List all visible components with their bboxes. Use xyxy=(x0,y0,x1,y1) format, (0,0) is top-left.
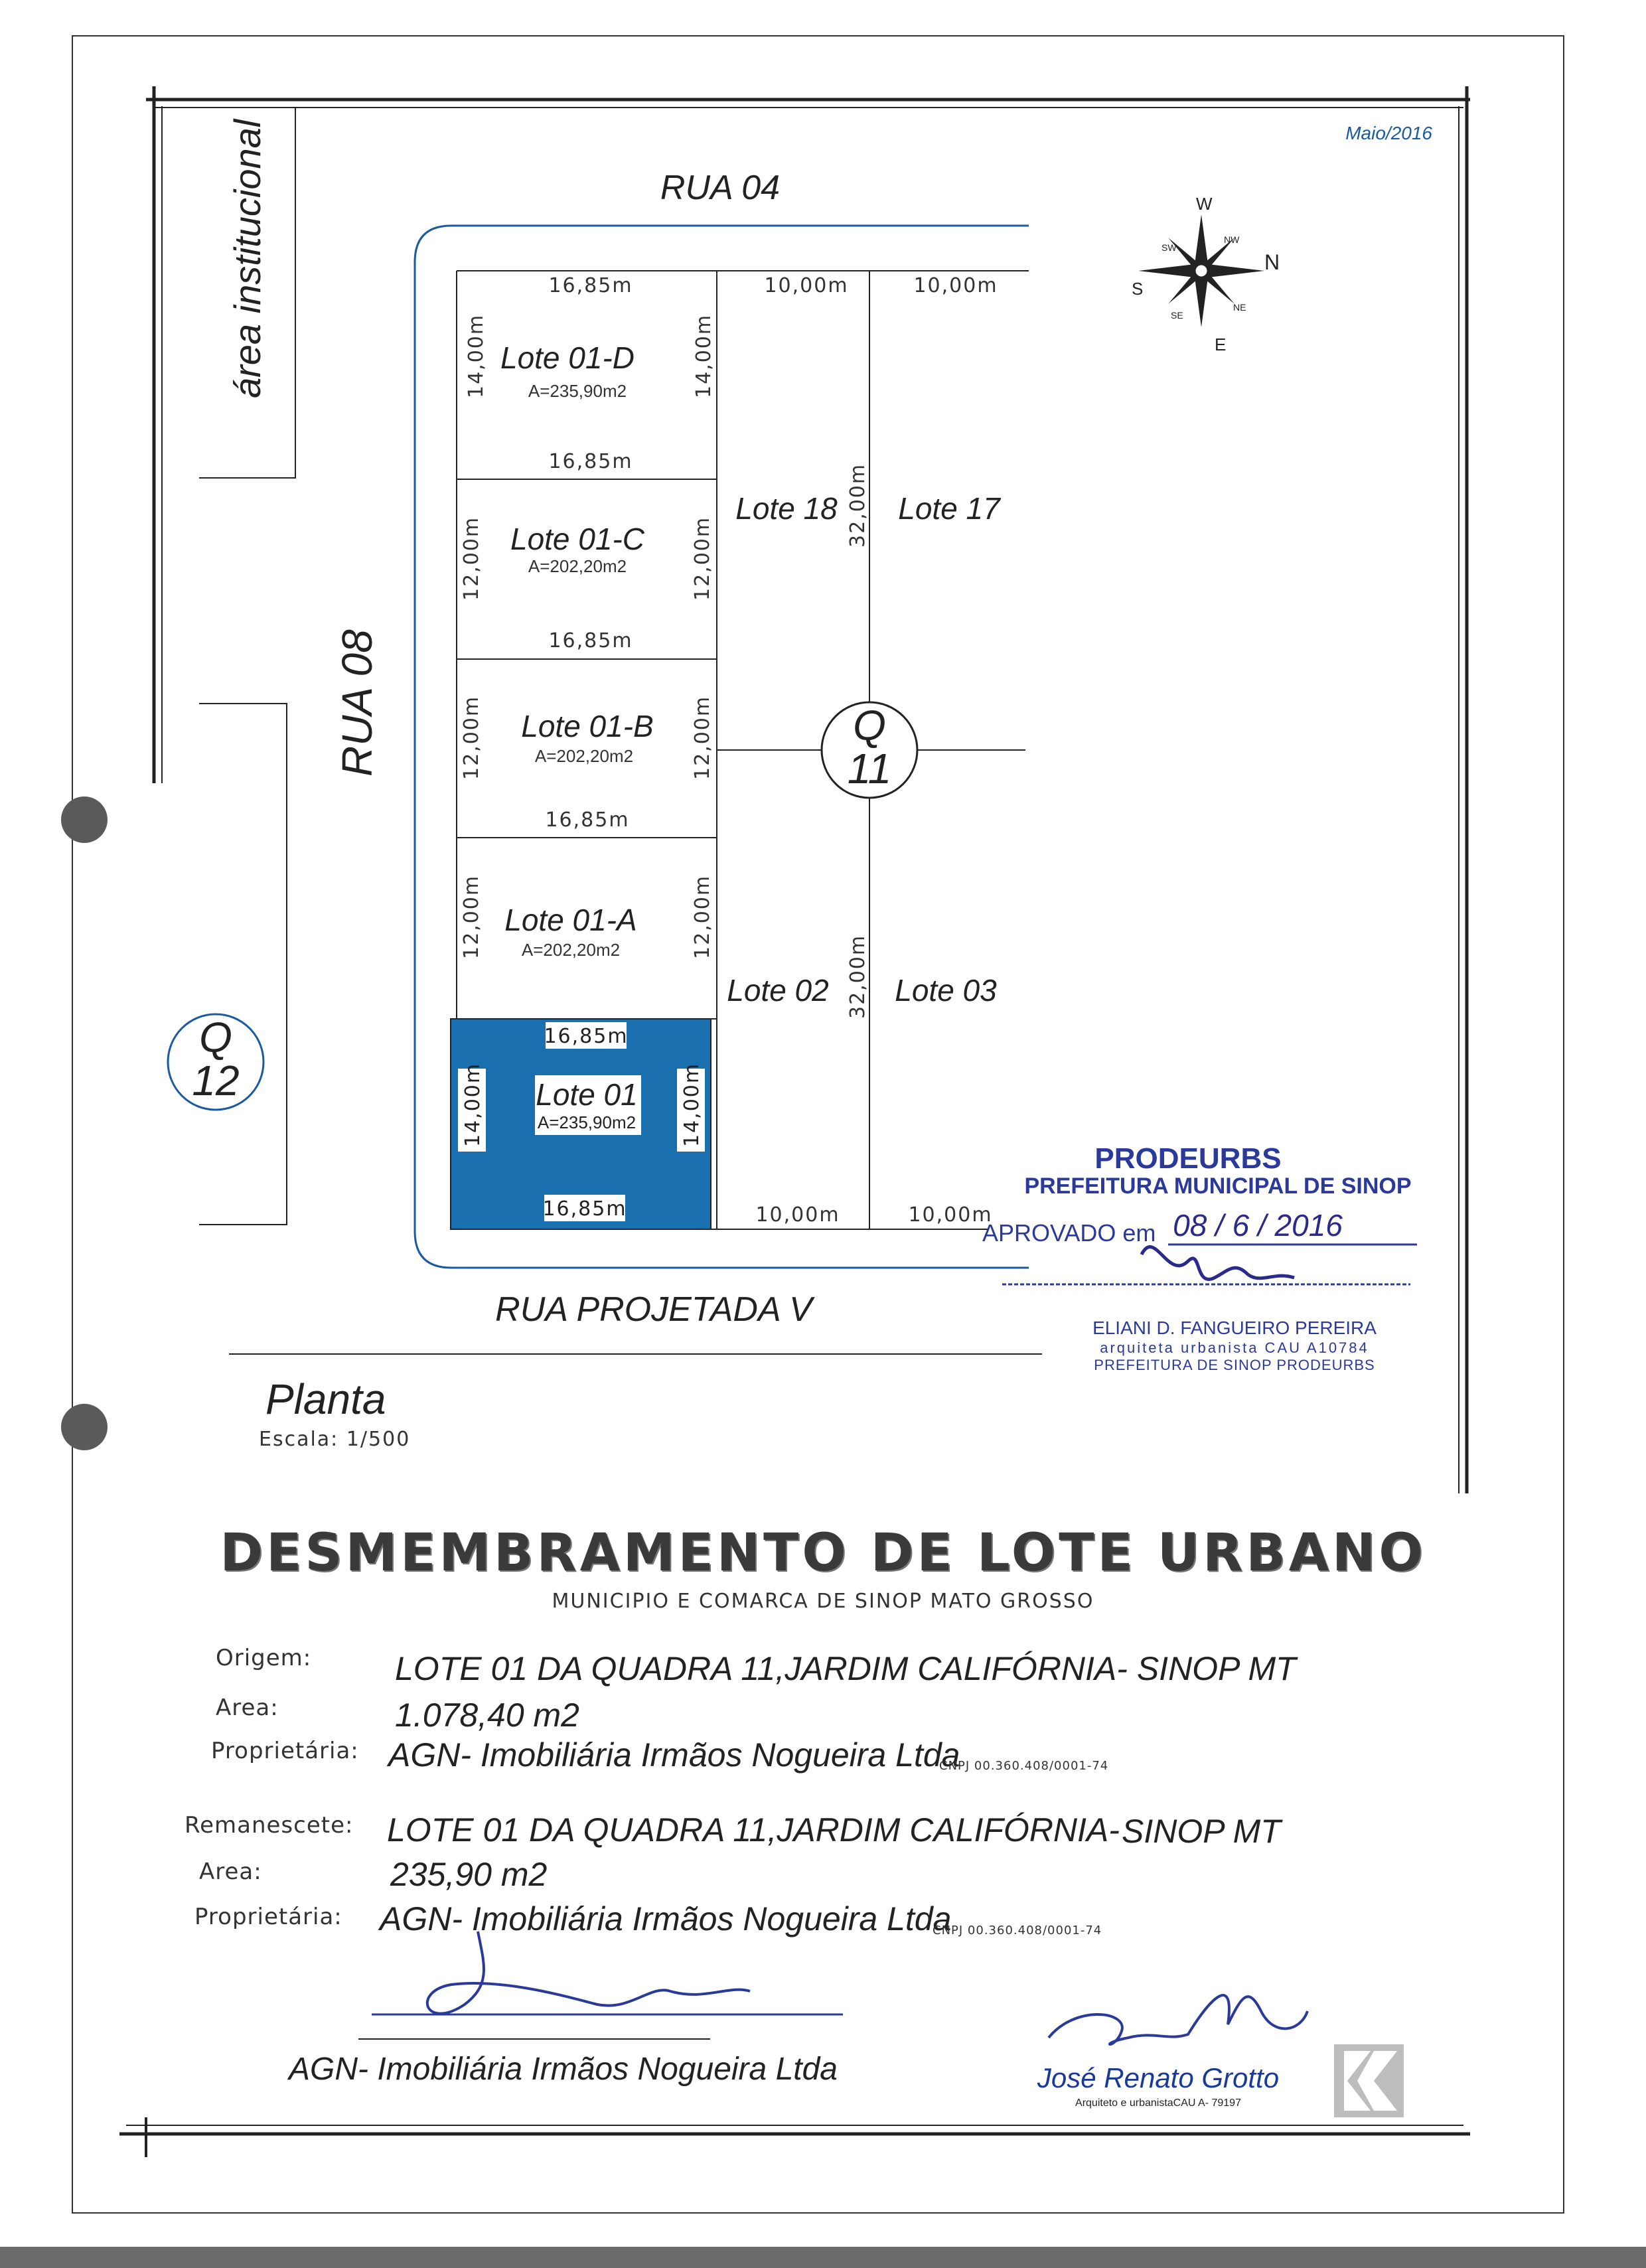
lote-01c-name: Lote 01-C xyxy=(510,522,645,556)
lote-01b-right-dim: 12,00m xyxy=(691,695,714,780)
lote-01-left-dim: 14,00m xyxy=(461,1062,485,1147)
compass-ne: NE xyxy=(1233,302,1246,313)
remainder-label: Remanescete: xyxy=(185,1812,354,1839)
institutional-area-label: área institucional xyxy=(226,119,268,398)
lote-01a-left-dim: 12,00m xyxy=(460,874,483,959)
block-q12-letter: Q xyxy=(199,1014,232,1061)
approval-stamp xyxy=(982,1142,1417,1373)
dim-bottom-lote02: 10,00m xyxy=(755,1203,840,1227)
lote-01d-area: A=235,90m2 xyxy=(528,381,627,401)
lote-01b-left-dim: 12,00m xyxy=(460,695,483,780)
lote-18-name: Lote 18 xyxy=(735,491,838,526)
origin-area-label: Area: xyxy=(216,1695,279,1721)
scan-edge-bar xyxy=(0,2247,1646,2268)
compass-n: N xyxy=(1264,250,1280,274)
dim-32-lower: 32,00m xyxy=(846,934,869,1019)
stamp-signature-icon xyxy=(1142,1247,1294,1280)
compass-w: W xyxy=(1196,194,1213,214)
owner-signature-icon xyxy=(427,1931,750,2014)
dim-top-lote18: 10,00m xyxy=(764,274,849,297)
architect-signature-icon xyxy=(1049,1995,1308,2044)
document-title: DESMEMBRAMENTO DE LOTE URBANO xyxy=(220,1523,1426,1583)
drawing-date: Maio/2016 xyxy=(1345,123,1432,143)
stamp-role: arquiteta urbanista CAU A10784 xyxy=(1100,1339,1369,1356)
stamp-line1: PRODEURBS xyxy=(1094,1142,1282,1175)
origin-label: Origem: xyxy=(216,1645,312,1671)
dim-bottom-lote03: 10,00m xyxy=(908,1203,993,1227)
origin-area-value: 1.078,40 m2 xyxy=(395,1697,579,1734)
stamp-name: ELIANI D. FANGUEIRO PEREIRA xyxy=(1092,1318,1377,1338)
lote-01c-right-dim: 12,00m xyxy=(691,516,714,601)
lote-01a-area: A=202,20m2 xyxy=(521,940,621,960)
compass-sw: SW xyxy=(1161,242,1177,253)
lote-17-name: Lote 17 xyxy=(898,491,1000,526)
remainder-value: LOTE 01 DA QUADRA 11,JARDIM CALIFÓRNIA- xyxy=(387,1811,1120,1849)
lote-01-area: A=235,90m2 xyxy=(537,1112,636,1132)
compass-nw: NW xyxy=(1224,234,1240,245)
remainder-owner-value: AGN- Imobiliária Irmãos Nogueira Ltda xyxy=(380,1900,952,1937)
architect-name: José Renato Grotto xyxy=(1037,2062,1280,2093)
origin-cnpj: CNPJ 00.360.408/0001-74 xyxy=(939,1759,1109,1773)
compass-e: E xyxy=(1215,335,1227,354)
lote-01b-area: A=202,20m2 xyxy=(534,746,634,766)
owner-signature-name: AGN- Imobiliária Irmãos Nogueira Ltda xyxy=(289,2052,838,2087)
remainder-owner-label: Proprietária: xyxy=(194,1904,342,1930)
lote-01c-area: A=202,20m2 xyxy=(528,556,627,576)
lote-03-name: Lote 03 xyxy=(895,973,997,1008)
lote-01a-right-dim: 12,00m xyxy=(691,874,714,959)
lote-01-top-dim: 16,85m xyxy=(544,1025,629,1048)
lote-01b-name: Lote 01-B xyxy=(521,709,654,743)
block-q12-number: 12 xyxy=(192,1057,240,1104)
block-q11-letter: Q xyxy=(853,702,886,749)
stamp-date: 08 / 6 / 2016 xyxy=(1173,1208,1343,1243)
lote-01d-name: Lote 01-D xyxy=(500,340,635,375)
compass-se: SE xyxy=(1171,310,1183,321)
dim-32-upper: 32,00m xyxy=(846,463,869,548)
bottom-frame xyxy=(0,2104,1646,2184)
lote-01d-right-dim: 14,00m xyxy=(692,313,715,398)
remainder-cnpj: CNPJ 00.360.408/0001-74 xyxy=(933,1924,1102,1937)
street-rua-08: RUA 08 xyxy=(333,629,381,777)
origin-owner-label: Proprietária: xyxy=(211,1738,359,1764)
document-subtitle: MUNICIPIO E COMARCA DE SINOP MATO GROSSO xyxy=(552,1590,1094,1613)
plan-title: Planta xyxy=(265,1375,386,1423)
stamp-org: PREFEITURA DE SINOP PRODEURBS xyxy=(1094,1357,1375,1373)
compass-rose-icon xyxy=(1132,194,1280,354)
lote-01d-left-dim: 14,00m xyxy=(465,313,488,398)
lote-01-right-dim: 14,00m xyxy=(680,1062,704,1147)
dim-top-lote17: 10,00m xyxy=(913,274,998,297)
lote-01-name: Lote 01 xyxy=(536,1077,638,1112)
remainder-area-label: Area: xyxy=(199,1858,262,1885)
stamp-line2: PREFEITURA MUNICIPAL DE SINOP xyxy=(1024,1173,1412,1199)
lote-02-name: Lote 02 xyxy=(727,973,829,1008)
lote-01c-left-dim: 12,00m xyxy=(460,516,483,601)
lote-01d-top-dim: 16,85m xyxy=(548,274,633,297)
origin-value: LOTE 01 DA QUADRA 11,JARDIM CALIFÓRNIA- SINOP MT xyxy=(395,1650,1296,1687)
remainder-area-value: 235,90 m2 xyxy=(390,1856,548,1893)
lote-01d-bottom-dim: 16,85m xyxy=(548,450,633,473)
lote-01b-bottom-dim: 16,85m xyxy=(545,808,630,832)
architect-subtitle: Arquiteto e urbanistaCAU A- 79197 xyxy=(1075,2097,1241,2109)
block-q11-number: 11 xyxy=(847,745,892,793)
street-rua-04: RUA 04 xyxy=(660,169,781,207)
lote-01c-bottom-dim: 16,85m xyxy=(548,629,633,652)
remainder-city: SINOP MT xyxy=(1122,1813,1281,1850)
stamp-approved: APROVADO em xyxy=(982,1219,1156,1247)
street-rua-projetada-v: RUA PROJETADA V xyxy=(495,1290,812,1329)
lote-01a-name: Lote 01-A xyxy=(504,903,637,937)
compass-s: S xyxy=(1132,279,1144,299)
lote-01-bottom-dim: 16,85m xyxy=(542,1197,627,1221)
origin-owner-value: AGN- Imobiliária Irmãos Nogueira Ltda xyxy=(388,1736,960,1774)
plan-scale: Escala: 1/500 xyxy=(259,1428,411,1451)
